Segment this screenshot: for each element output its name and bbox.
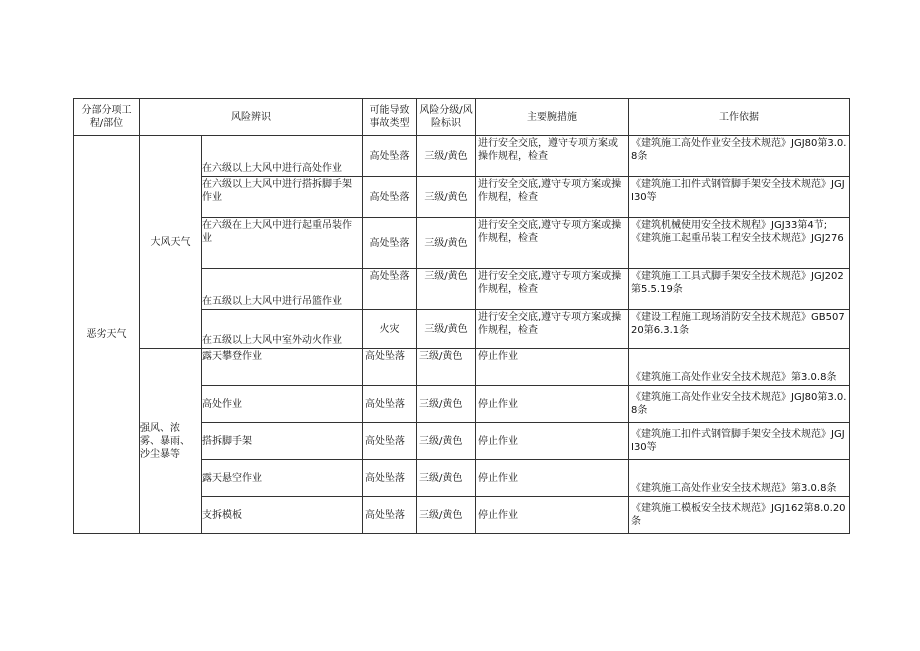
accident-cell: 高处坠落 bbox=[363, 218, 417, 269]
accident-cell: 火灾 bbox=[363, 310, 417, 349]
accident-cell: 高处坠落 bbox=[363, 423, 417, 460]
task-cell: 在五级以上大风中进行吊篮作业 bbox=[202, 269, 363, 310]
measure-cell: 停止作业 bbox=[476, 386, 629, 423]
risk-identification-table bbox=[73, 98, 850, 534]
measure-cell: 进行安全交底,遵守专项方案或操作规程，检查 bbox=[476, 310, 629, 349]
measure-cell: 停止作业 bbox=[476, 423, 629, 460]
basis-cell: 《建筑施工高处作业安全技术规范》第3.0.8条 bbox=[629, 460, 850, 497]
level-cell: 三级/黄色 bbox=[417, 349, 476, 386]
category-cell: 恶劣天气 bbox=[74, 136, 140, 534]
task-cell: 在五级以上大风中室外动火作业 bbox=[202, 310, 363, 349]
header-accident-type: 可能导致事故类型 bbox=[363, 99, 417, 136]
header-part: 分部分项工程/部位 bbox=[74, 99, 140, 136]
measure-cell: 停止作业 bbox=[476, 460, 629, 497]
level-cell: 三级/黄色 bbox=[417, 310, 476, 349]
basis-cell: 《建筑施工扣件式钢管脚手架安全技术规范》JGJI30等 bbox=[629, 177, 850, 218]
basis-cell: 《建筑施工模板安全技术规范》JGJ162第8.0.20条 bbox=[629, 497, 850, 534]
basis-cell: 《建设工程施工现场消防安全技术规范》GB50720第6.3.1条 bbox=[629, 310, 850, 349]
measure-cell: 进行安全交底,遵守专项方案或操作规程，检查 bbox=[476, 177, 629, 218]
level-cell: 三级/黄色 bbox=[417, 269, 476, 310]
group-cell: 强风、浓雾、暴雨、沙尘暴等 bbox=[140, 349, 202, 534]
measure-cell: 进行安全交底，遵守专项方案或操作规程，检查 bbox=[476, 136, 629, 177]
basis-cell: 《建筑施工高处作业安全技术规范》JGJ80第3.0.8条 bbox=[629, 136, 850, 177]
level-cell: 三级/黄色 bbox=[417, 386, 476, 423]
basis-cell: 《建筑机械使用安全技术规程》JGJ33第4节;《建筑施工起重吊装工程安全技术规范》JGJ276 bbox=[629, 218, 850, 269]
basis-cell: 《建筑施工扣件式钢管脚手架安全技术规范》JGJI30等 bbox=[629, 423, 850, 460]
level-cell: 三级/黄色 bbox=[417, 423, 476, 460]
group-cell: 大风天气 bbox=[140, 136, 202, 349]
task-cell: 露天悬空作业 bbox=[202, 460, 363, 497]
task-cell: 在六级在上大风中进行起重吊装作业 bbox=[202, 218, 363, 269]
basis-cell: 《建筑施工工具式脚手架安全技术规范》JGJ202第5.5.19条 bbox=[629, 269, 850, 310]
level-cell: 三级/黄色 bbox=[417, 136, 476, 177]
header-basis: 工作依据 bbox=[629, 99, 850, 136]
level-cell: 三级/黄色 bbox=[417, 497, 476, 534]
measure-cell: 进行安全交底,遵守专项方案或操作规程，检查 bbox=[476, 218, 629, 269]
accident-cell: 高处坠落 bbox=[363, 460, 417, 497]
table-row bbox=[74, 349, 850, 386]
accident-cell: 高处坠落 bbox=[363, 386, 417, 423]
accident-cell: 高处坠落 bbox=[363, 136, 417, 177]
measure-cell: 停止作业 bbox=[476, 497, 629, 534]
level-cell: 三级/黄色 bbox=[417, 218, 476, 269]
task-cell: 搭拆脚手架 bbox=[202, 423, 363, 460]
task-cell: 露天攀登作业 bbox=[202, 349, 363, 386]
task-cell: 在六级以上大风中进行高处作业 bbox=[202, 136, 363, 177]
header-risk-level: 风险分级/风险标识 bbox=[417, 99, 476, 136]
accident-cell: 高处坠落 bbox=[363, 497, 417, 534]
basis-cell: 《建筑施工高处作业安全技术规范》JGJ80第3.0.8条 bbox=[629, 386, 850, 423]
level-cell: 三级/黄色 bbox=[417, 177, 476, 218]
level-cell: 三级/黄色 bbox=[417, 460, 476, 497]
accident-cell: 高处坠落 bbox=[363, 177, 417, 218]
task-cell: 高处作业 bbox=[202, 386, 363, 423]
accident-cell: 高处坠落 bbox=[363, 349, 417, 386]
measure-cell: 停止作业 bbox=[476, 349, 629, 386]
accident-cell: 高处坠落 bbox=[363, 269, 417, 310]
task-cell: 支拆模板 bbox=[202, 497, 363, 534]
basis-cell: 《建筑施工高处作业安全技术规范》第3.0.8条 bbox=[629, 349, 850, 386]
header-row bbox=[74, 99, 850, 136]
task-cell: 在六级以上大风中进行搭拆脚手架作业 bbox=[202, 177, 363, 218]
header-risk-id: 风险辨识 bbox=[140, 99, 363, 136]
measure-cell: 进行安全交底,遵守专项方案或操作规程，检查 bbox=[476, 269, 629, 310]
table-row bbox=[74, 136, 850, 177]
risk-table-sheet bbox=[73, 98, 849, 534]
header-measures: 主要腕措施 bbox=[476, 99, 629, 136]
